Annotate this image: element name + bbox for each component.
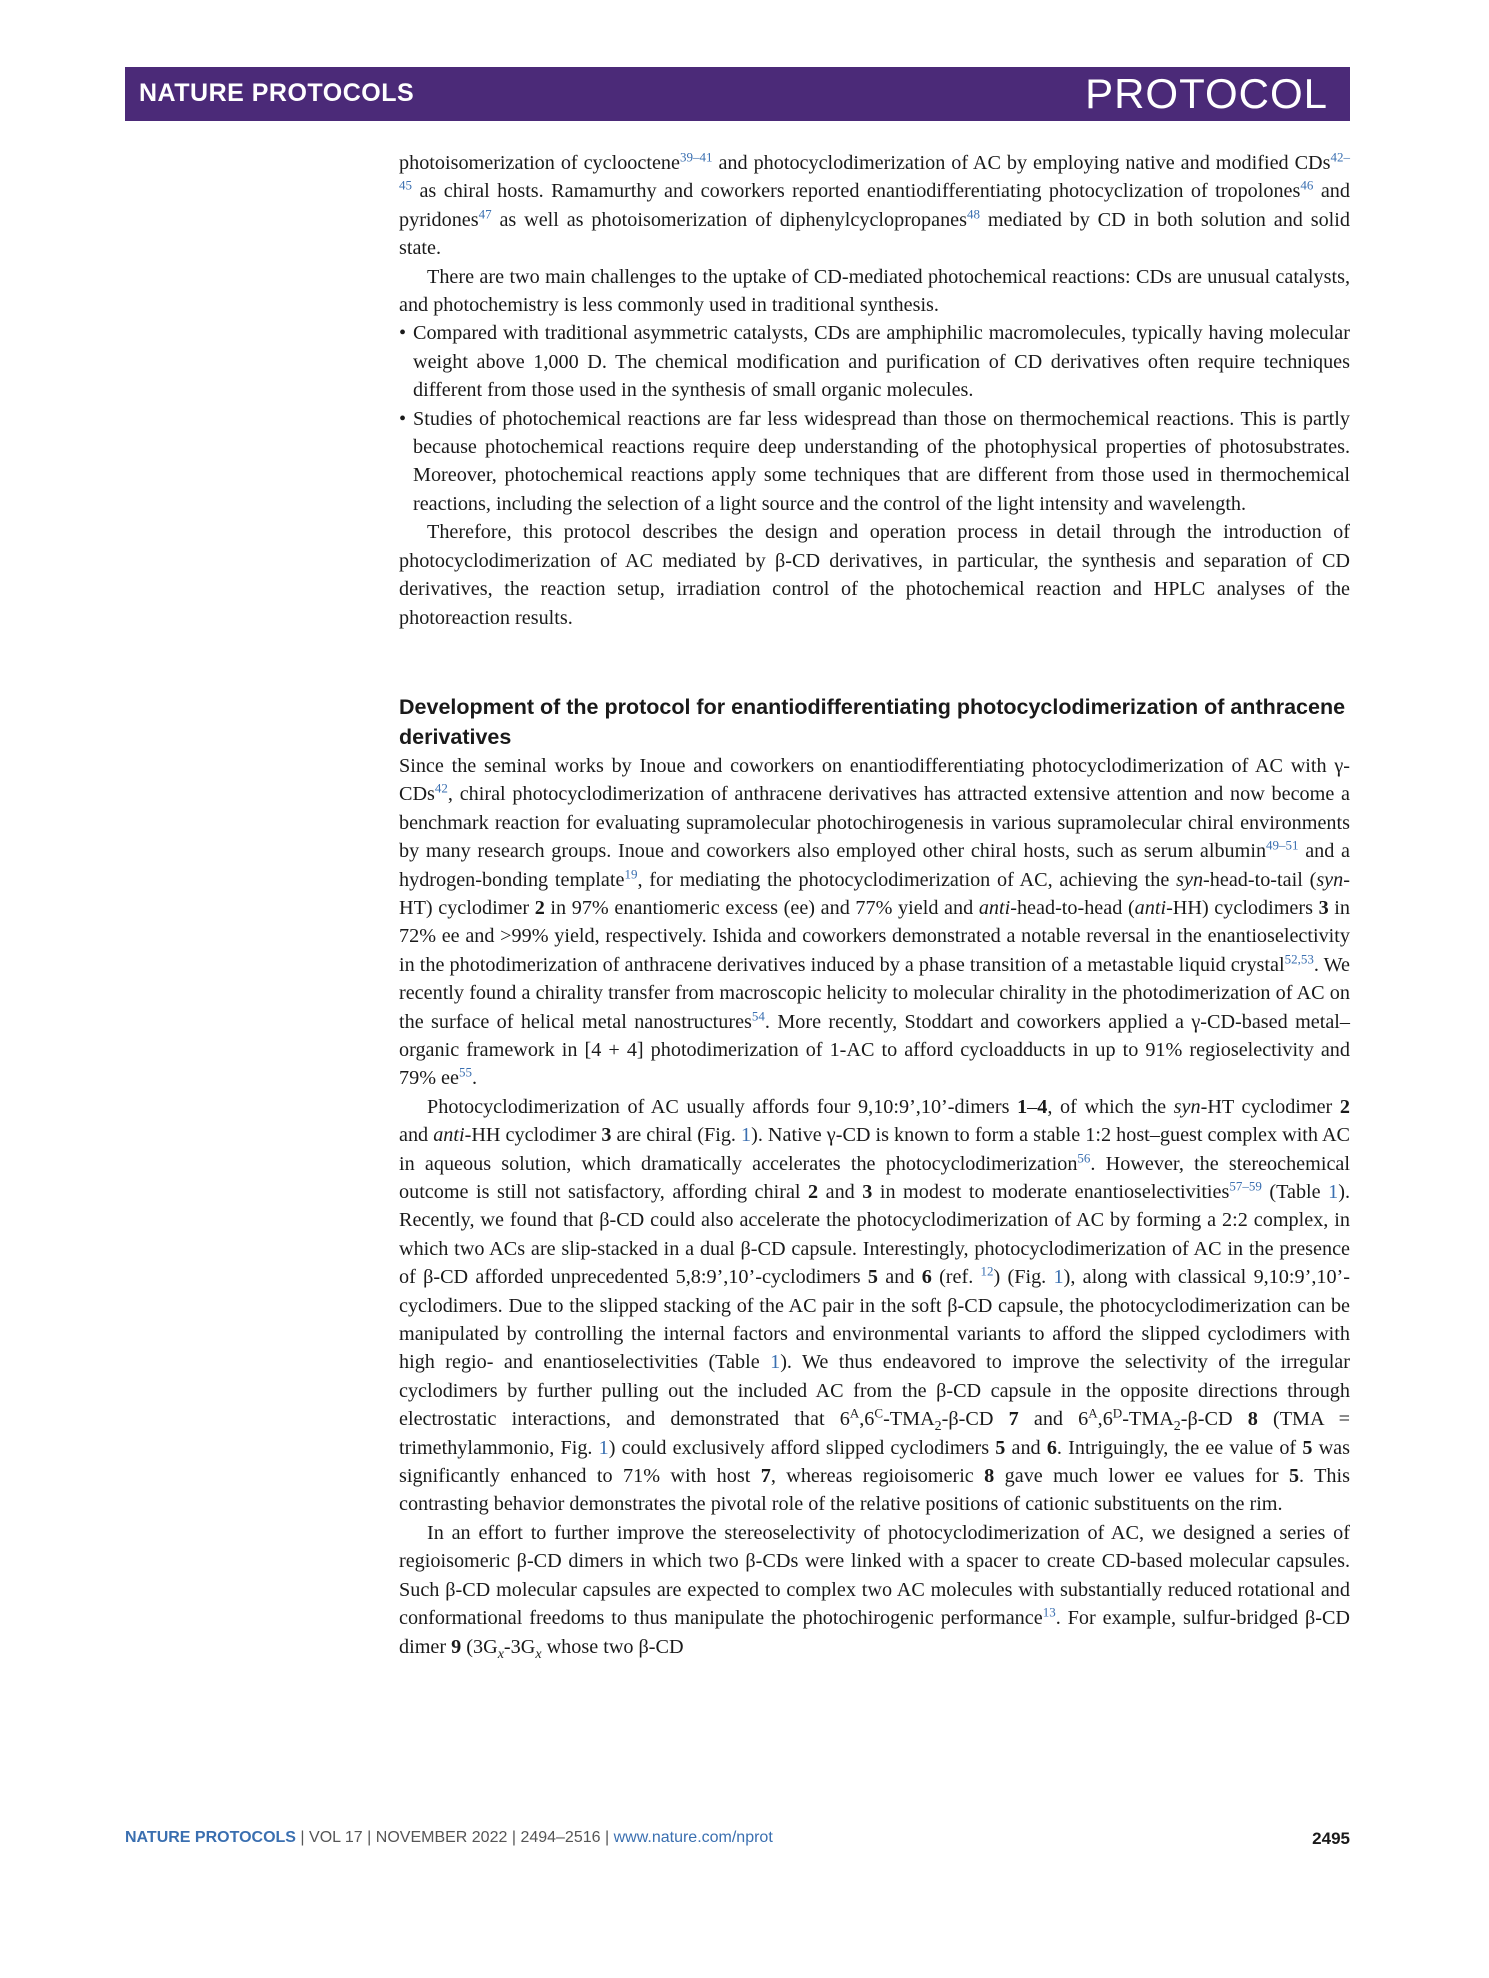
table-link[interactable]: 1 (770, 1351, 781, 1374)
citation[interactable]: 56 (1077, 1149, 1091, 1165)
citation[interactable]: 13 (1042, 1604, 1056, 1620)
page-footer (125, 1829, 1350, 1853)
paragraph: In an effort to further improve the stereoselectivity of photocyclodimerization of AC, we designed a series of regioisomeric β-CD dimers in which two β-CDs were linked with a spacer to create CD-based molecular capsules. Such β-CD molecular capsules are expected to complex two AC molecules with substantially reduced rotational and conformational freedoms to thus manipulate the photochirogenic performance$^{13}$. For example, sulfur-bridged β-CD dimer 9 ($3G_x-3G_x$ whose two β-CD (399, 1521, 1350, 1662)
footer-date: NOVEMBER 2022 (375, 1829, 508, 1846)
citation[interactable]: 12 (980, 1263, 994, 1279)
paragraph: photoisomerization of cyclooctene$^{39-41}$ and photocyclodimerization of AC by employing native and modified CDs$^{42-45}$ as chiral hosts. Ramamurthy and coworkers reported enantiodifferentiating photocyclization of tropolones$^{46}$ and pyridones$^{47}$ as well as photoisomerization of diphenylcyclopropanes$^{48}$ mediated by CD in both solution and solid state. (399, 149, 1350, 260)
list-item: • Studies of photochemical reactions are far less widespread than those on thermochemical reactions. This is partly because photochemical reactions require deep understanding of the photophysical properties of photosubstrates. Moreover, photochemical reactions apply some techniques that are different from those used in thermochemical reactions, including the selection of a light source and the control of the light intensity and wavelength. (399, 405, 1350, 519)
citation[interactable]: 55 (458, 1064, 472, 1080)
citation[interactable]: 46 (1300, 177, 1314, 193)
footer-journal: NATURE PROTOCOLS (125, 1829, 296, 1846)
citation[interactable]: 48 (966, 206, 980, 222)
footer-url-link[interactable]: www.nature.com/nprot (613, 1829, 773, 1846)
journal-banner (125, 67, 1350, 121)
citation[interactable]: 57–59 (1229, 1178, 1262, 1194)
article-body (399, 149, 1350, 1661)
footer-pages: 2494–2516 (520, 1829, 601, 1846)
paragraph: Photocyclodimerization of AC usually affords four 9,10:9’,10’-dimers 1–4, of which the syn-HT cyclodimer 2 and anti-HH cyclodimer 3 are chiral (Fig. 1). Native γ-CD is known to form a stable 1:2 host–guest complex with AC in aqueous solution, which dramatically accelerates the photocyclodimerization$^{56}$. However, the stereochemical outcome is still not satisfactory, affording chiral 2 and 3 in modest to moderate enantioselectivities$^{57-59}$ (Table 1). Recently, we found that β-CD could also accelerate the photocyclodimerization of AC by forming a 2:2 complex, in which two ACs are slip-stacked in a dual β-CD capsule. Interestingly, photocyclodimerization of AC in the presence of β-CD afforded unprecedented 5,8:9’,10’-cyclodimers 5 and 6 (ref. $^{12}$) (Fig. 1), along with classical 9,10:9’,10’-cyclodimers. Due to the slipped stacking of the AC pair in the soft β-CD capsule, the photocyclodimerization can be manipulated by controlling the internal factors and environmental variants to afford the slipped cyclodimers with high regio- and enantioselectivities (Table 1). We thus endeavored to improve the selectivity of the irregular cyclodimers by further pulling out the included AC from the β-CD capsule in the opposite directions through electrostatic interactions, and demonstrated that $6^A,6^C-TMA_2-\beta-CD$ 7 and $6^A,6^D-TMA_2-\beta-CD$ 8 (TMA = trimethylammonio, Fig. 1) could exclusively afford slipped cyclodimers 5 and 6. Intriguingly, the ee value of 5 was significantly enhanced to 71% with host 7, whereas regioisomeric 8 gave much lower ee values for 5. This contrasting behavior demonstrates the pivotal role of the relative positions of cationic substituents on the rim. (399, 1095, 1351, 1516)
page-number: 2495 (1312, 1829, 1350, 1848)
citation[interactable]: 47 (478, 206, 492, 222)
footer-volume: VOL 17 (309, 1829, 363, 1846)
paragraph: Since the seminal works by Inoue and coworkers on enantiodifferentiating photocyclodimerization of AC with γ-CDs$^{42}$, chiral photocyclodimerization of anthracene derivatives has attracted extensive attention and now become a benchmark reaction for evaluating supramolecular photochirogenesis in various supramolecular chiral environments by many research groups. Inoue and coworkers also employed other chiral hosts, such as serum albumin$^{49-51}$ and a hydrogen-bonding template$^{19}$, for mediating the photocyclodimerization of AC, achieving the syn-head-to-tail (syn-HT) cyclodimer 2 in 97% enantiomeric excess (ee) and 77% yield and anti-head-to-head (anti-HH) cyclodimers 3 in 72% ee and >99% yield, respectively. Ishida and coworkers demonstrated a notable reversal in the enantioselectivity in the photodimerization of anthracene derivatives induced by a phase transition of a metastable liquid crystal$^{52,53}$. We recently found a chirality transfer from macroscopic helicity to molecular chirality in the photodimerization of AC on the surface of helical metal nanostructures$^{54}$. More recently, Stoddart and coworkers applied a γ-CD-based metal–organic framework in [4 + 4] photodimerization of 1-AC to afford cycloadducts in up to 91% regioselectivity and 79% $ee^{55}$. (399, 754, 1351, 1090)
bullet-icon: • (399, 407, 407, 430)
citation[interactable]: 42–45 (399, 149, 1350, 193)
section-heading: Development of the protocol for enantiodifferentiating photocyclodimerization of anthracene derivatives (399, 694, 1346, 749)
paragraph: Therefore, this protocol describes the design and operation process in detail through the introduction of photocyclodimerization of AC mediated by β-CD derivatives, in particular, the synthesis and separation of CD derivatives, the reaction setup, irradiation control of the photochemical reaction and HPLC analyses of the photoreaction results. (399, 521, 1350, 629)
table-link[interactable]: 1 (1328, 1181, 1339, 1203)
citation[interactable]: 52,53 (1284, 951, 1314, 967)
citation[interactable]: 19 (624, 865, 638, 881)
figure-link[interactable]: 1 (741, 1124, 752, 1147)
list-item: • Compared with traditional asymmetric catalysts, CDs are amphiphilic macromolecules, typically having molecular weight above 1,000 D. The chemical modification and purification of CD derivatives often require techniques different from those used in the synthesis of small organic molecules. (399, 319, 1350, 404)
footer-separator: | (300, 1829, 305, 1846)
citation[interactable]: 39–41 (680, 149, 713, 165)
figure-link[interactable]: 1 (1053, 1266, 1064, 1289)
footer-separator: | (367, 1829, 372, 1846)
footer-separator: | (511, 1829, 516, 1846)
citation[interactable]: 49–51 (1266, 837, 1299, 853)
figure-link[interactable]: 1 (598, 1436, 609, 1459)
article-type: PROTOCOL (1085, 70, 1328, 117)
footer-separator: | (604, 1829, 610, 1846)
journal-name: NATURE PROTOCOLS (139, 79, 415, 107)
bullet-icon: • (399, 322, 407, 345)
citation[interactable]: 42 (434, 780, 448, 796)
citation[interactable]: 54 (751, 1007, 765, 1023)
paragraph: There are two main challenges to the uptake of CD-mediated photochemical reactions: CDs are unusual catalysts, and photochemistry is less commonly used in traditional synthesis. (399, 265, 1350, 317)
